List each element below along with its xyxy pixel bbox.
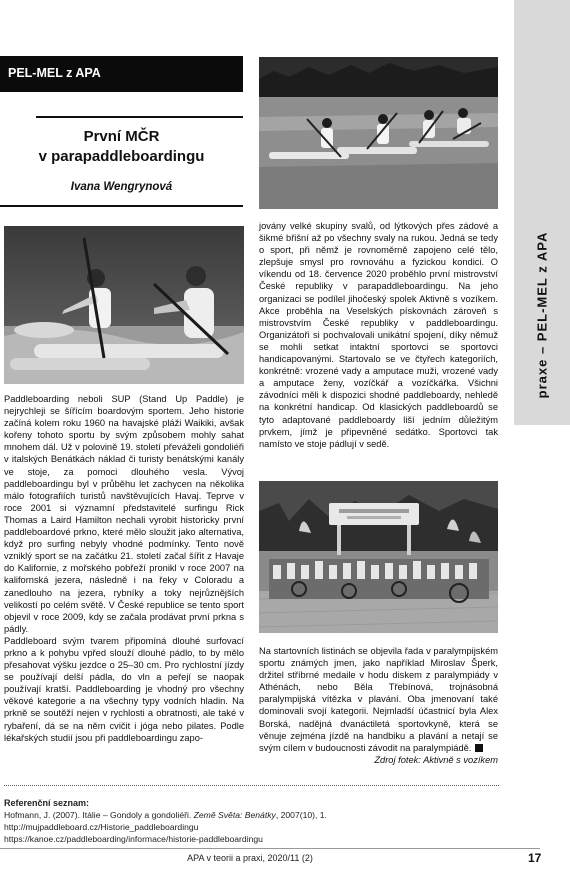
journal-footer: APA v teorii a praxi, 2020/11 (2) — [187, 853, 313, 863]
reference-text: Hofmann, J. (2007). Itálie – Gondoly a gondoliéři. — [4, 810, 192, 820]
reference-link[interactable]: https://kanoe.cz/paddleboarding/informace/historie-paddleboardingu — [4, 834, 263, 844]
article-author: Ivana Wengrynová — [70, 181, 173, 193]
photo-paddlers-closeup — [4, 226, 244, 384]
references — [4, 797, 499, 845]
reference-source-title: Země Světa: Benátky — [193, 810, 276, 820]
photo-group-participants — [259, 481, 498, 633]
page-number: 17 — [528, 851, 542, 865]
article-column-right-bottom — [259, 645, 498, 766]
end-of-article-mark — [475, 744, 483, 752]
photo-race-on-lake — [259, 57, 498, 209]
section-label: PEL-MEL z APA — [8, 66, 101, 80]
photo-credit: Zdroj fotek: Aktivně s vozíkem — [374, 754, 498, 765]
title-divider-top — [36, 116, 243, 118]
side-tab — [514, 0, 570, 425]
article-column-right-top — [259, 220, 498, 450]
body-paragraph: Paddleboarding neboli SUP (Stand Up Paddle) je nejrychleji se šířícím boardovým sportem. Jeho historie začíná kolem roku 1960 na havajské pláži Waikiki, avšak kořeny tohoto sportu by svým způsobem mohly sahat mnohem dál. Už v polovině 19. století převáželi gondoliéři v italských Benátkách náklad či turisty benátskými kanály ve stoje, za pomoci dlouhého vesla. Vývoj paddleboardingu byl v průběhu let zachycen na několika málo fotografiích turistů navštěvujících Havaj. Teprve v roce 2001 si významní představitelé surfingu Rick Thomas a Laird Hamilton nechali vyrobit historicky první paddleboardové prkno, které mělo sloužit jako alternativa, když pro surfing nebyly vhodné podmínky. Tento nově vzniklý sport se na začátku 21. století začal šířit z Havaje do Kalifornie, z mořského pobřeží pronikl v roce 2007 na kalifornská jezera, následně i na řeky v Coloradu a zanedlouho na jezera, rybníky a toky nejrůznějších velikostí po celém světě. V České republice se tento sport objevil v roce 2009, kdy se začala prodávat první prkna s pádly. — [4, 394, 244, 634]
body-paragraph-text: Na startovních listinách se objevila řada v paralympijském sportu známých jmen, jako například Miroslav Šperk, držitel stříbrné medaile v hodu diskem z paralympiády v Athénách, nebo Běla Třebínová, trojnásobná paralympijská vítězka v plavání. Oba jmenovaní také dominovali svojí kategorii. Nejmladší účastnicí byla Alex Borská, nadějná dvanáctiletá sportovkyně, která se věnuje zejména jízdě na handbiku a plavání a netají se svým cílem v budoucnosti závodit na paralympiádě. — [259, 646, 498, 753]
body-paragraph: Paddleboard svým tvarem připomíná dlouhé surfovací prkno a k pohybu vpřed slouží dlouhé pádlo, to by mělo přesahovat výšku jezdce o 25–30 cm. Pro rychlostní jízdy se používají delší pádla, do vln a peřejí se naopak používají kratší. Paddleboarding je vhodný pro všechny věkové kategorie a na všechny typy vodních hladin. Na prkně se soutěží nejen v rychlosti a obratnosti, ale také v rybaření, dá se na něm cvičit i jóga nebo pilates. Podle lékařských studií jsou při paddleboardingu zapo- — [4, 635, 244, 743]
side-tab-label: praxe – PEL-MEL z APA — [534, 231, 550, 399]
article-title — [0, 127, 243, 167]
reference-link[interactable]: http://mujpaddleboard.cz/Historie_paddleboardingu — [4, 822, 199, 832]
body-paragraph: jovány velké skupiny svalů, od lýtkových přes zádové a šikmé břišní až po všechny svaly na rukou. Jedná se tedy o sport, při němž je rovnoměrně zapojeno celé tělo, zlepšuje smysl pro rovnováhu a fyzickou kondici. O víkendu od 18. července 2020 proběhlo první mistrovství České republiky v parapaddleboardingu. Na jeho organizaci se podílel jihočeský spolek Aktivně s vozíkem. Akce proběhla na Veselských pískovnách zároveň s mistrovstvím České republiky v paddleboardingu. Organizátoři si pochvalovali unikátní spojení, díky němuž se mohli setkat intaktní sportovci se sportovci handicapovanými. Startovalo se ve čtyřech kategoriích, konkrétně: vrozené vady a amputace muži, vrozené vady a amputace ženy, vozíčkář a vozíčkářka. Všichni závodníci měli k dispozici shodné paddleboardy, nehledě na konkrétní handicap. Od klasických paddleboardů se tyto adaptované paddleboardy liší jedním důležitým prvkem, jímž je připevněné sedátko. Sportovci tak namísto ve stoje pádlují v sedě. — [259, 221, 498, 449]
article-title-line-1: První MČR — [83, 128, 160, 145]
reference-text-tail: , 2007(10), 1. — [275, 810, 327, 820]
references-divider — [4, 785, 499, 786]
section-header — [0, 56, 243, 92]
article-title-line-2: v parapaddleboardingu — [38, 148, 205, 165]
footer-divider — [0, 848, 540, 849]
body-paragraph — [259, 645, 498, 754]
reference-item — [4, 809, 499, 821]
title-divider-bottom — [0, 205, 243, 207]
references-heading: Referenční seznam: — [4, 798, 90, 808]
article-column-left — [4, 393, 244, 744]
